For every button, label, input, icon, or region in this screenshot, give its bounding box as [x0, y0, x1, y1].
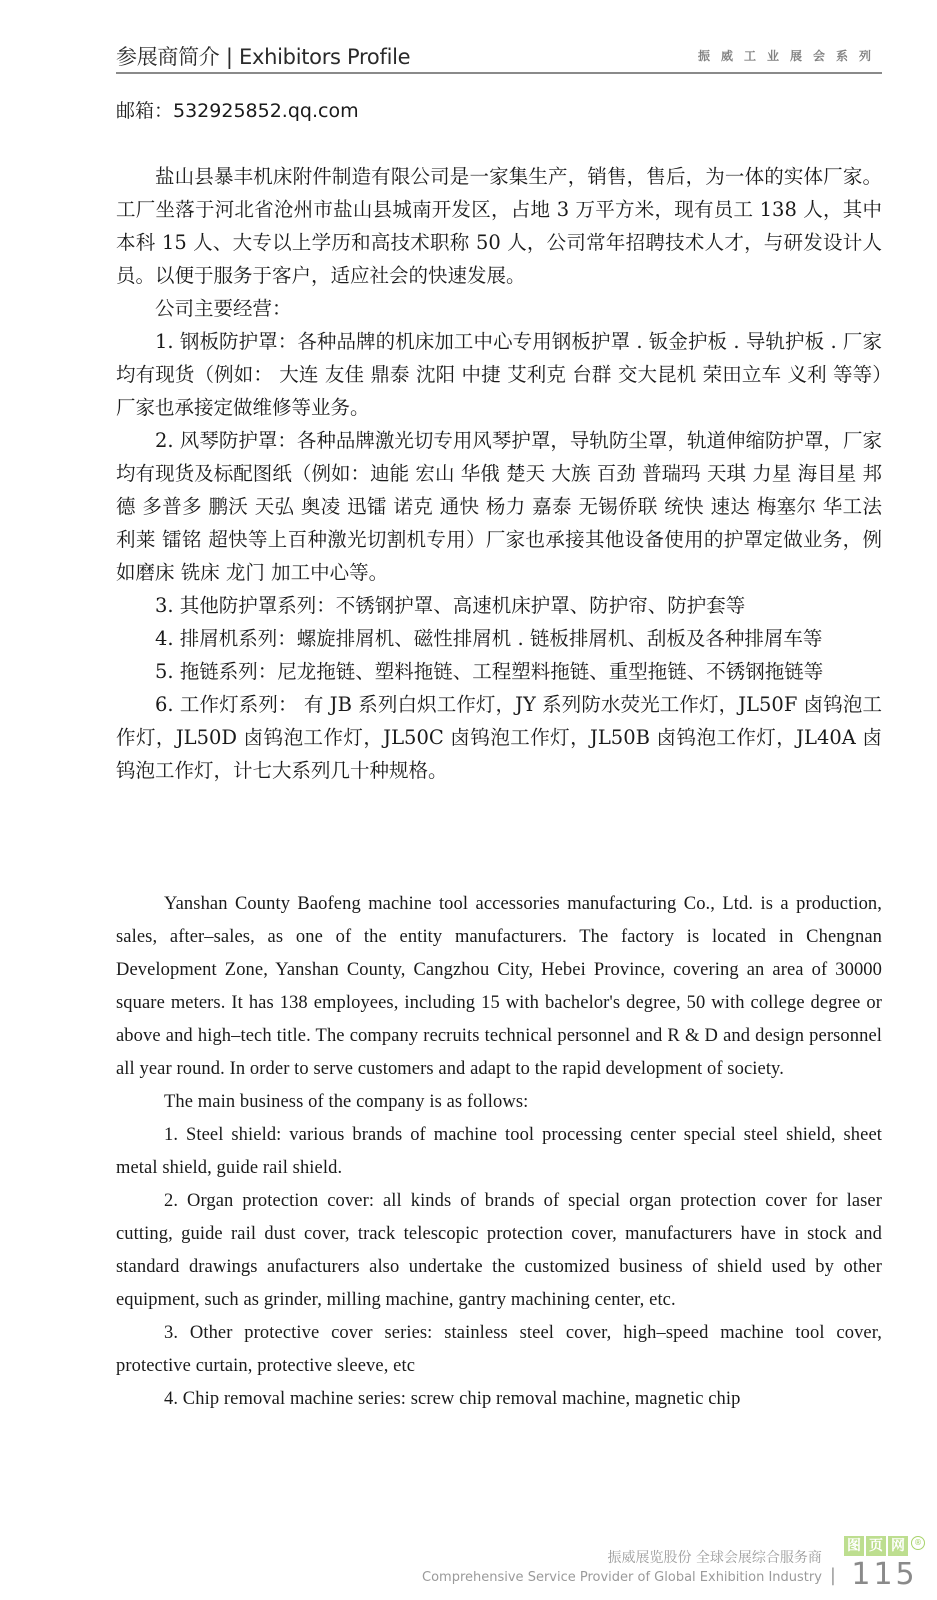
page-header [116, 38, 882, 74]
cn-item-steel-shield: 1. 钢板防护罩：各种品牌的机床加工中心专用钢板护罩 . 钣金护板 . 导轨护板 . 厂家均有现货（例如： 大连 友佳 鼎泰 沈阳 中捷 艾利克 台群 交大昆机 荣田立车 义利 等等）厂家也承接定做维修等业务。 [116, 330, 882, 419]
watermark-row [844, 1536, 925, 1556]
cn-business-heading: 公司主要经营： [155, 297, 292, 320]
watermark-logo [844, 1536, 908, 1556]
footer-company-en: Comprehensive Service Provider of Global Exhibition Industry [422, 1570, 822, 1585]
en-item-other-covers: 3. Other protective cover series: stainless steel cover, high–speed machine tool cover, protective curtain, protective sleeve, etc [116, 1323, 882, 1376]
chinese-body [116, 160, 882, 787]
watermark-char: 网 [888, 1536, 908, 1556]
header-title: 参展商简介 | Exhibitors Profile [116, 45, 411, 69]
watermark-char: 图 [844, 1536, 864, 1556]
en-item-chip-removal: 4. Chip removal machine series: screw chip removal machine, magnetic chip [164, 1389, 741, 1409]
footer-company-cn: 振威展览股份 全球会展综合服务商 [607, 1550, 822, 1566]
page-number: 115 [851, 1557, 918, 1592]
cn-item-other-covers: 3. 其他防护罩系列：不锈钢护罩、高速机床护罩、防护帘、防护套等 [155, 594, 746, 617]
page-footer [300, 1512, 925, 1592]
footer-separator: | [829, 1565, 836, 1586]
registered-mark-icon: ® [911, 1536, 925, 1550]
cn-intro-paragraph: 盐山县暴丰机床附件制造有限公司是一家集生产，销售，售后，为一体的实体厂家。工厂坐落于河北省沧州市盐山县城南开发区，占地 3 万平方米，现有员工 138 人，其中本科 15 人、大专以上学历和高技术职称 50 人，公司常年招聘技术人才，与研发设计人员。以便于服务于客户，适应社会的快速发展。 [116, 165, 882, 287]
en-intro-paragraph: Yanshan County Baofeng machine tool accessories manufacturing Co., Ltd. is a production, sales, after–sales, as one of the entity manufacturers. The factory is located in Chengnan Development Zone, Yanshan County, Cangzhou City, Hebei Province, covering an area of 30000 square meters. It has 138 employees, including 15 with bachelor's degree, 50 with college degree or above and high–tech title. The company recruits technical personnel and R & D and design personnel all year round. In order to serve customers and adapt to the rapid development of society. [116, 894, 882, 1079]
cn-item-drag-chain: 5. 拖链系列：尼龙拖链、塑料拖链、工程塑料拖链、重型拖链、不锈钢拖链等 [155, 660, 824, 683]
cn-item-chip-conveyor: 4. 排屑机系列：螺旋排屑机、磁性排屑机 . 链板排屑机、刮板及各种排屑车等 [155, 627, 823, 650]
en-item-organ-cover: 2. Organ protection cover: all kinds of brands of special organ protection cover for laser cutting, guide rail dust cover, track telescopic protection cover, manufacturers have in stock and standard drawings anufacturers also undertake the customized business of shield used by other equipment, such as grinder, milling machine, gantry machining center, etc. [116, 1191, 882, 1310]
cn-item-work-lamp: 6. 工作灯系列： 有 JB 系列白炽工作灯，JY 系列防水荧光工作灯，JL50F 卤钨泡工作灯，JL50D 卤钨泡工作灯，JL50C 卤钨泡工作灯，JL50B 卤钨泡工作灯，JL40A 卤钨泡工作灯，计七大系列几十种规格。 [116, 693, 882, 782]
footer-text [422, 1548, 822, 1592]
watermark-char: 页 [866, 1536, 886, 1556]
footer-page-block [844, 1536, 925, 1592]
contact-email: 邮箱：532925852.qq.com [116, 100, 359, 122]
cn-item-organ-cover: 2. 风琴防护罩：各种品牌激光切专用风琴护罩，导轨防尘罩，轨道伸缩防护罩，厂家均有现货及标配图纸（例如：迪能 宏山 华俄 楚天 大族 百劲 普瑞玛 天琪 力星 海目星 邦德 多普多 鹏沃 天弘 奥凌 迅镭 诺克 通快 杨力 嘉泰 无锡侨联 统快 速达 梅塞尔 华工法利莱 镭铭 超快等上百种激光切割机专用）厂家也承接其他设备使用的护罩定做业务，例如磨床 铣床 龙门 加工中心等。 [116, 429, 882, 584]
header-series-label: 振威工业展会系列 [697, 49, 882, 63]
en-item-steel-shield: 1. Steel shield: various brands of machine tool processing center special steel shield, sheet metal shield, guide rail shield. [116, 1125, 882, 1178]
english-body [116, 888, 882, 1416]
en-business-heading: The main business of the company is as follows: [164, 1092, 529, 1112]
